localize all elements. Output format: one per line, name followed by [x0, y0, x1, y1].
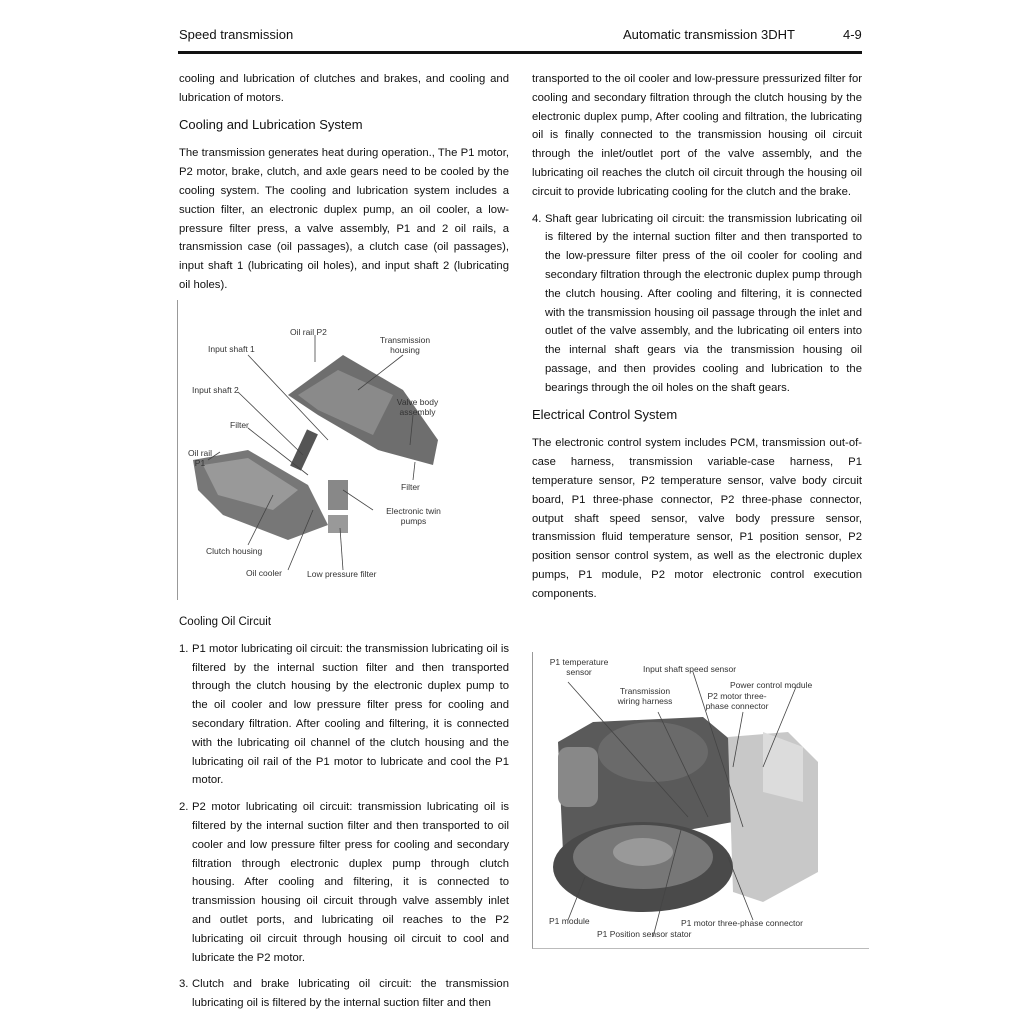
left-column: [179, 70, 509, 303]
figure-cooling-system: [177, 300, 514, 600]
list-item: 1. P1 motor lubricating oil circuit: the transmission lubricating oil is filtered by the internal suction filter and then transported through the clutch housing by the electronic duplex pump to the oil cooler and low pressure filter press for cooling and secondary filtration. After cooling and filtering, it is connected with the lubricating oil channel of the clutch housing and the lubricating oil rail of the P1 motor to lubricate and cool the P1 motor.: [179, 642, 509, 787]
figure-label: P1 module: [549, 916, 590, 926]
running-header-right: Automatic transmission 3DHT: [623, 27, 795, 42]
figure-label: Transmission wiring harness: [617, 686, 673, 706]
figure-label: P2 motor three-phase connector: [705, 691, 769, 711]
right-column: [532, 70, 862, 612]
figure-label: Low pressure filter: [307, 569, 377, 579]
running-header-left: Speed transmission: [179, 27, 294, 42]
figure-label: Input shaft speed sensor: [643, 664, 737, 674]
intro-paragraph: cooling and lubrication of clutches and brakes, and cooling and lubrication of motors.: [179, 73, 509, 104]
figure-label: Valve body assembly: [396, 397, 439, 417]
figure-electrical-system: [532, 652, 869, 949]
transmission-assembly-illustration: [533, 652, 869, 948]
list-item: 3. Clutch and brake lubricating oil circuit: the transmission lubricating oil is filtered by the internal suction filter and then: [179, 978, 509, 1010]
paragraph: The electronic control system includes PCM, transmission out-of-case harness, transmission variable-case harness, P1 temperature sensor, P2 temperature sensor, valve body circuit board, P1 three-phase connector, P2 three-phase connector, output shaft speed sensor, valve body pressure sensor, transmission fluid temperature sensor, P1 position sensor, P2 position sensor control system, as well as the electronic duplex pumps, P1 module, P2 motor electronic control execution components.: [532, 437, 862, 600]
section-heading: Electrical Control System: [532, 406, 678, 422]
list-item: 4. Shaft gear lubricating oil circuit: the transmission lubricating oil is filtered by the internal suction filter and then transported to the low-pressure filter press of the oil cooler for cooling and secondary filtration through the electronic duplex pump through the clutch housing. After cooling and filtering, it is connected with the transmission housing oil passage through the inlet and outlet of the valve assembly, and the lubricating oil enters into the internal shaft gears via the transmission housing oil passage, and then provides cooling and lubrication to the bearings through the oil holes on the shaft gears.: [532, 212, 862, 394]
figure-label: P1 Position sensor stator: [597, 929, 692, 939]
figure-label: Filter: [230, 420, 249, 430]
figure-label: Oil rail P1: [187, 448, 213, 468]
list-item: 2. P2 motor lubricating oil circuit: transmission lubricating oil is filtered by the internal suction filter and then transported to oil cooler and low pressure filter press for cooling and secondary filtration through electronic duplex pump through clutch housing. After cooling and filtering, it is connected to transmission housing oil circuit through valve assembly inlet and outlet ports, and lubricating oil reaches to the P2 lubricating oil circuit through housing oil circuit to cool and lubricate the P2 motor.: [179, 801, 509, 964]
figure-label: Filter: [401, 482, 420, 492]
page-number: 4-9: [843, 27, 862, 42]
figure-label: P1 temperature sensor: [549, 657, 609, 677]
figure-label: Oil rail P2: [290, 327, 327, 337]
paragraph: transported to the oil cooler and low-pressure pressurized filter for cooling and secondary filtration through the clutch housing by the electronic duplex pump, After cooling and filtration, the lubricating oil is finally connected to the transmission housing oil circuit through the inlet/outlet port of the valve assembly, and the lubricating oil reaches the clutch oil circuit through the housing oil circuit to provide lubricating cooling for the clutch and the brake.: [532, 73, 862, 198]
figure-label: Oil cooler: [246, 568, 282, 578]
figure-label: P1 motor three-phase connector: [681, 918, 803, 928]
section-heading: Cooling Oil Circuit: [179, 616, 272, 628]
figure-label: Input shaft 1: [208, 344, 255, 354]
figure-label: Electronic twin pumps: [386, 506, 441, 526]
figure-label: Input shaft 2: [192, 385, 239, 395]
header-rule: [178, 51, 862, 54]
figure-label: Transmission housing: [379, 335, 431, 355]
figure-label: Power control module: [730, 680, 813, 690]
left-column-lower: [179, 613, 509, 1021]
paragraph: The transmission generates heat during operation., The P1 motor, P2 motor, brake, clutch, and axle gears need to be cooled by the cooling system. The cooling and lubrication system includes a suction filter, an electronic duplex pump, an oil cooler, a low-pressure filter press, a valve assembly, P1 and 2 oil rails, a transmission case (oil passages), a clutch case (oil passages), input shaft 1 (lubricating oil holes), and input shaft 2 (lubricating oil holes).: [179, 147, 509, 291]
section-heading: Cooling and Lubrication System: [179, 116, 363, 132]
figure-label: Clutch housing: [206, 546, 263, 556]
